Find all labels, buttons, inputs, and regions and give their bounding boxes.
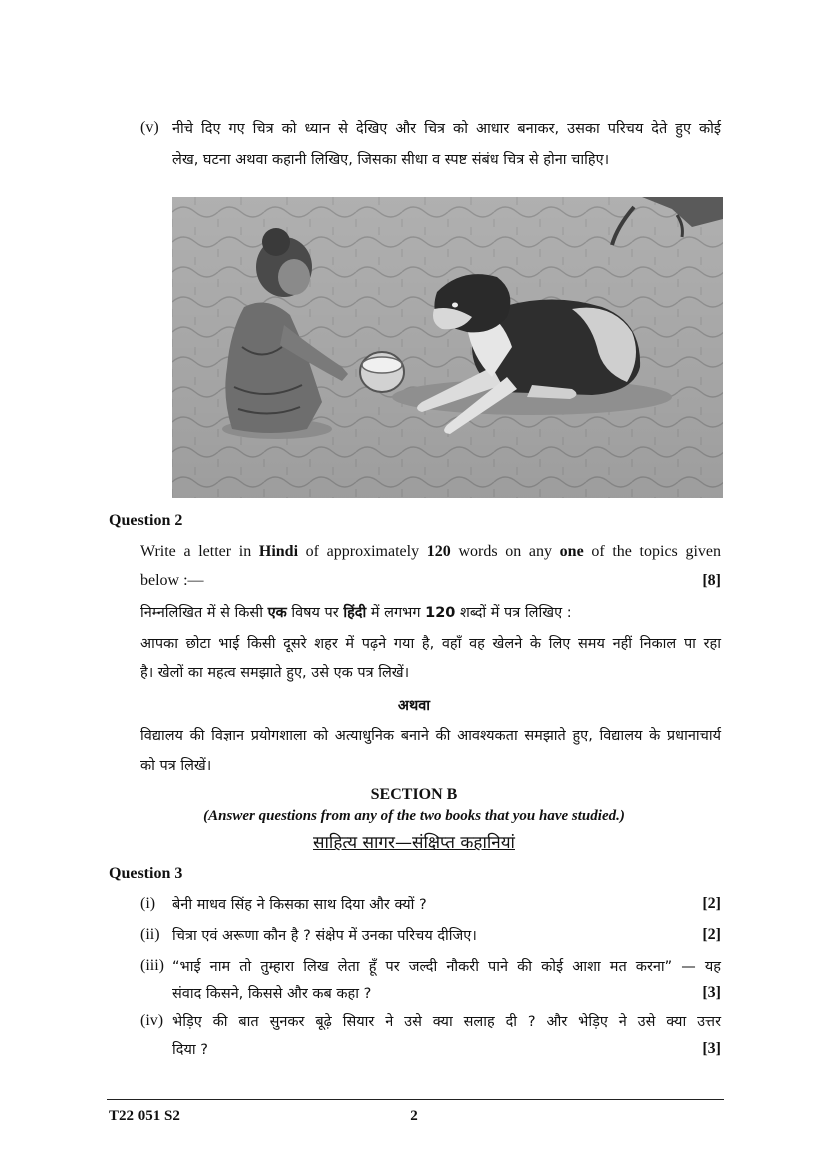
q3-item-text: बेनी माधव सिंह ने किसका साथ दिया और क्यों ? <box>172 897 427 913</box>
q3-item-text-line1: “भाई नाम तो तुम्हारा लिख लेता हूँ पर जल्दी नौकरी पाने की कोई आशा मत करना” — यह <box>172 959 721 975</box>
q2-en-hindi: Hindi <box>258 543 299 560</box>
q2-hi-ek: एक <box>267 605 287 621</box>
q3-item-marks: [2] <box>702 895 721 912</box>
q2-en-part: of approximately <box>298 543 427 560</box>
q3-item-text-line2: दिया ? <box>172 1042 208 1058</box>
q2-topic2-line2: को पत्र लिखें। <box>140 758 212 774</box>
q3-item-marks: [3] <box>702 1040 721 1057</box>
q2-topic1-line2: है। खेलों का महत्व समझाते हुए, उसे एक पत्र लिखें। <box>140 665 410 681</box>
q3-item-text-line1: भेड़िए की बात सुनकर बूढ़े सियार ने उसे क्या सलाह दी ? और भेड़िए ने उसे क्या उत्तर <box>172 1014 721 1030</box>
q2-english-instruction <box>140 543 721 561</box>
q3-item-text-line2: संवाद किसने, किससे और कब कहा ? <box>172 986 372 1002</box>
q3-item-number: (ii) <box>140 926 160 943</box>
q3-item-marks: [2] <box>702 926 721 943</box>
section-b-book-title: साहित्य सागर—संक्षिप्त कहानियां <box>313 833 515 853</box>
footer-rule <box>107 1099 724 1100</box>
q2-en-part: Write a letter in <box>140 543 259 560</box>
q2-hi-part: निम्नलिखित में से किसी <box>140 605 268 621</box>
q3-item-marks: [3] <box>702 984 721 1001</box>
footer-page-number: 2 <box>410 1108 418 1124</box>
q3-item-number: (iii) <box>140 957 164 974</box>
q2-hi-hindi: हिंदी <box>343 605 367 621</box>
q2-en-one: one <box>559 543 584 560</box>
q3-item-number: (iv) <box>140 1012 164 1029</box>
q1v-number: (v) <box>140 119 159 136</box>
section-b-subtitle: (Answer questions from any of the two books that you have studied.) <box>203 808 625 824</box>
q2-hi-120: 120 <box>425 605 456 621</box>
q1v-text-line1: नीचे दिए गए चित्र को ध्यान से देखिए और चित्र को आधार बनाकर, उसका परिचय देते हुए कोई <box>172 121 721 137</box>
q2-hi-part: विषय पर <box>286 605 344 621</box>
q1v-text-line2: लेख, घटना अथवा कहानी लिखिए, जिसका सीधा व स्पष्ट संबंध चित्र से होना चाहिए। <box>172 152 610 168</box>
q3-item-text: चित्रा एवं अरूणा कौन है ? संक्षेप में उनका परिचय दीजिए। <box>172 928 477 944</box>
q2-hindi-instruction <box>140 602 572 622</box>
photo-girl-feeding-dog <box>172 197 723 498</box>
q3-heading: Question 3 <box>109 865 183 882</box>
q2-hi-part: शब्दों में पत्र लिखिए : <box>455 605 572 621</box>
q2-heading: Question 2 <box>109 512 183 529</box>
photo-illustration <box>172 197 723 498</box>
q3-item-number: (i) <box>140 895 156 912</box>
footer-paper-code: T22 051 S2 <box>109 1108 180 1124</box>
q2-en-120: 120 <box>426 543 451 560</box>
q2-hi-part: में लगभग <box>366 605 426 621</box>
q2-or: अथवा <box>397 698 431 714</box>
q2-topic1-line1: आपका छोटा भाई किसी दूसरे शहर में पढ़ने गया है, वहाँ वह खेलने के लिए समय नहीं निकाल पा रहा <box>140 636 721 652</box>
q2-en-part: words on any <box>450 543 560 560</box>
q2-marks: [8] <box>702 572 721 589</box>
q2-topic2-line1: विद्यालय की विज्ञान प्रयोगशाला को अत्याधुनिक बनाने की आवश्यकता समझाते हुए, विद्यालय के प्रधानाचार्य <box>140 728 721 744</box>
q2-en-part: of the topics given <box>583 543 721 560</box>
section-b-title: SECTION B <box>370 786 458 803</box>
q2-english-line2: below :— <box>140 572 204 589</box>
